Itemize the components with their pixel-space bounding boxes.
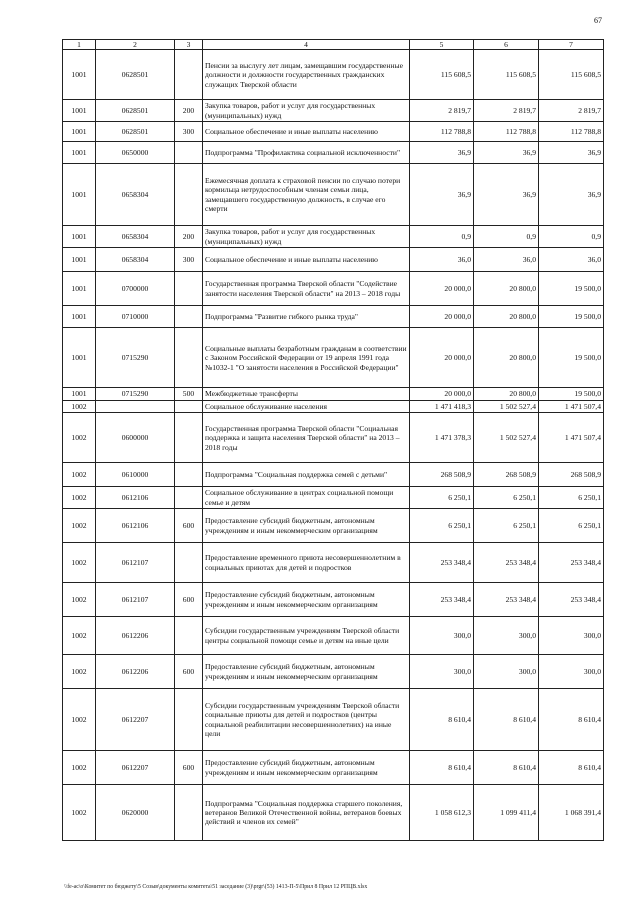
- expense-type-code-cell: [175, 543, 203, 583]
- section-code-cell: 1001: [63, 164, 96, 226]
- table-row: [63, 248, 604, 272]
- item-name-cell: Закупка товаров, работ и услуг для государственных (муниципальных) нужд: [203, 226, 410, 248]
- item-name-cell: Предоставление субсидий бюджетным, автономным учреждениям и иным некоммерческим организациям: [203, 509, 410, 543]
- amount-year-1-cell: 2 819,7: [410, 100, 474, 122]
- table-row: [63, 543, 604, 583]
- item-name-cell: Подпрограмма "Профилактика социальной исключенности": [203, 142, 410, 164]
- target-article-code-cell: 0658304: [96, 164, 175, 226]
- amount-year-2-cell: 115 608,5: [474, 50, 539, 100]
- expense-type-code-cell: 600: [175, 509, 203, 543]
- expense-type-code-cell: [175, 142, 203, 164]
- target-article-code-cell: 0650000: [96, 142, 175, 164]
- target-article-code-cell: 0612206: [96, 655, 175, 689]
- table-row: [63, 164, 604, 226]
- target-article-code-cell: 0612206: [96, 617, 175, 655]
- table-row: [63, 751, 604, 785]
- table-row: [63, 50, 604, 100]
- expense-type-code-cell: [175, 689, 203, 751]
- amount-year-2-cell: 8 610,4: [474, 689, 539, 751]
- table-row: [63, 509, 604, 543]
- amount-year-1-cell: 36,9: [410, 142, 474, 164]
- expense-type-code-cell: 600: [175, 751, 203, 785]
- amount-year-3-cell: 300,0: [539, 655, 604, 689]
- section-code-cell: 1002: [63, 509, 96, 543]
- amount-year-1-cell: 20 000,0: [410, 272, 474, 306]
- item-name-cell: Подпрограмма "Социальная поддержка старшего поколения, ветеранов Великой Отечественной войны, ветеранов боевых действий и членов их семей": [203, 785, 410, 841]
- section-code-cell: 1001: [63, 50, 96, 100]
- target-article-code-cell: 0612106: [96, 509, 175, 543]
- target-article-code-cell: 0612107: [96, 583, 175, 617]
- amount-year-1-cell: 253 348,4: [410, 583, 474, 617]
- target-article-code-cell: 0658304: [96, 226, 175, 248]
- amount-year-2-cell: 253 348,4: [474, 583, 539, 617]
- amount-year-3-cell: 115 608,5: [539, 50, 604, 100]
- amount-year-3-cell: 1 068 391,4: [539, 785, 604, 841]
- col-header-7: 7: [539, 40, 604, 50]
- col-header-4: 4: [203, 40, 410, 50]
- amount-year-2-cell: 1 099 411,4: [474, 785, 539, 841]
- amount-year-3-cell: 268 508,9: [539, 463, 604, 487]
- amount-year-1-cell: 8 610,4: [410, 689, 474, 751]
- amount-year-3-cell: 19 500,0: [539, 328, 604, 388]
- item-name-cell: Пенсии за выслугу лет лицам, замещавшим государственные должности и должности государственных гражданских служащих Тверской области: [203, 50, 410, 100]
- header-row: [63, 40, 604, 50]
- amount-year-2-cell: 112 788,8: [474, 122, 539, 142]
- target-article-code-cell: 0610000: [96, 463, 175, 487]
- expense-type-code-cell: [175, 413, 203, 463]
- amount-year-2-cell: 20 800,0: [474, 328, 539, 388]
- amount-year-1-cell: 6 250,1: [410, 487, 474, 509]
- section-code-cell: 1001: [63, 122, 96, 142]
- section-code-cell: 1001: [63, 226, 96, 248]
- item-name-cell: Субсидии государственным учреждениям Тверской области социальные приюты для детей и подростков (центры социальной реабилитации несовершеннолетних) на иные цели: [203, 689, 410, 751]
- item-name-cell: Социальное обслуживание населения: [203, 400, 410, 412]
- amount-year-2-cell: 36,9: [474, 164, 539, 226]
- amount-year-3-cell: 300,0: [539, 617, 604, 655]
- expense-type-code-cell: [175, 785, 203, 841]
- amount-year-3-cell: 8 610,4: [539, 751, 604, 785]
- item-name-cell: Подпрограмма "Социальная поддержка семей с детьми": [203, 463, 410, 487]
- amount-year-1-cell: 1 471 378,3: [410, 413, 474, 463]
- item-name-cell: Ежемесячная доплата к страховой пенсии по случаю потери кормильца нетрудоспособным членам семьи лица, замещавшего государственную должность, в случае его смерти: [203, 164, 410, 226]
- item-name-cell: Социальные выплаты безработным гражданам в соответствии с Законом Российской Федерации от 19 апреля 1991 года №1032-1 "О занятости населения в Российской Федерации": [203, 328, 410, 388]
- amount-year-1-cell: 20 000,0: [410, 328, 474, 388]
- col-header-2: 2: [96, 40, 175, 50]
- table-row: [63, 413, 604, 463]
- table-row: [63, 100, 604, 122]
- amount-year-2-cell: 300,0: [474, 617, 539, 655]
- target-article-code-cell: 0612107: [96, 543, 175, 583]
- item-name-cell: Социальное обеспечение и иные выплаты населению: [203, 122, 410, 142]
- table-row: [63, 400, 604, 412]
- item-name-cell: Межбюджетные трансферты: [203, 388, 410, 400]
- item-name-cell: Социальное обеспечение и иные выплаты населению: [203, 248, 410, 272]
- section-code-cell: 1002: [63, 655, 96, 689]
- table-row: [63, 617, 604, 655]
- expense-type-code-cell: [175, 164, 203, 226]
- amount-year-2-cell: 268 508,9: [474, 463, 539, 487]
- col-header-1: 1: [63, 40, 96, 50]
- expense-type-code-cell: [175, 272, 203, 306]
- amount-year-2-cell: 20 800,0: [474, 306, 539, 328]
- section-code-cell: 1002: [63, 463, 96, 487]
- item-name-cell: Государственная программа Тверской области "Социальная поддержка и защита населения Тверской области" на 2013 – 2018 годы: [203, 413, 410, 463]
- amount-year-2-cell: 253 348,4: [474, 543, 539, 583]
- amount-year-3-cell: 1 471 507,4: [539, 413, 604, 463]
- section-code-cell: 1002: [63, 543, 96, 583]
- amount-year-1-cell: 6 250,1: [410, 509, 474, 543]
- table-row: [63, 388, 604, 400]
- target-article-code-cell: 0710000: [96, 306, 175, 328]
- section-code-cell: 1001: [63, 388, 96, 400]
- table-row: [63, 226, 604, 248]
- table-row: [63, 328, 604, 388]
- amount-year-3-cell: 112 788,8: [539, 122, 604, 142]
- amount-year-3-cell: 253 348,4: [539, 583, 604, 617]
- amount-year-1-cell: 115 608,5: [410, 50, 474, 100]
- amount-year-2-cell: 300,0: [474, 655, 539, 689]
- section-code-cell: 1001: [63, 248, 96, 272]
- amount-year-3-cell: 6 250,1: [539, 487, 604, 509]
- amount-year-3-cell: 6 250,1: [539, 509, 604, 543]
- amount-year-1-cell: 0,9: [410, 226, 474, 248]
- amount-year-3-cell: 19 500,0: [539, 272, 604, 306]
- amount-year-1-cell: 1 471 418,3: [410, 400, 474, 412]
- item-name-cell: Социальное обслуживание в центрах социальной помощи семье и детям: [203, 487, 410, 509]
- amount-year-2-cell: 20 800,0: [474, 388, 539, 400]
- target-article-code-cell: 0715290: [96, 388, 175, 400]
- target-article-code-cell: 0612207: [96, 689, 175, 751]
- amount-year-3-cell: 2 819,7: [539, 100, 604, 122]
- amount-year-1-cell: 20 000,0: [410, 306, 474, 328]
- amount-year-2-cell: 36,9: [474, 142, 539, 164]
- section-code-cell: 1002: [63, 617, 96, 655]
- table-row: [63, 463, 604, 487]
- target-article-code-cell: 0700000: [96, 272, 175, 306]
- expense-type-code-cell: 200: [175, 100, 203, 122]
- amount-year-1-cell: 1 058 612,3: [410, 785, 474, 841]
- target-article-code-cell: 0620000: [96, 785, 175, 841]
- section-code-cell: 1001: [63, 272, 96, 306]
- table-row: [63, 142, 604, 164]
- col-header-5: 5: [410, 40, 474, 50]
- expense-type-code-cell: 300: [175, 122, 203, 142]
- file-path-footer: \\fe-ac\o\Комитет по бюджету\5 Созыв\документы комитета\51 заседание (3)\prgr\(53) 1413-П-5\Прил 8 Прил 12 РПЦВ.xlsx: [64, 884, 368, 890]
- section-code-cell: 1002: [63, 583, 96, 617]
- expense-type-code-cell: [175, 463, 203, 487]
- table-row: [63, 689, 604, 751]
- amount-year-1-cell: 253 348,4: [410, 543, 474, 583]
- amount-year-2-cell: 36,0: [474, 248, 539, 272]
- item-name-cell: Предоставление субсидий бюджетным, автономным учреждениям и иным некоммерческим организациям: [203, 751, 410, 785]
- amount-year-3-cell: 253 348,4: [539, 543, 604, 583]
- section-code-cell: 1001: [63, 100, 96, 122]
- section-code-cell: 1001: [63, 328, 96, 388]
- amount-year-1-cell: 36,9: [410, 164, 474, 226]
- col-header-6: 6: [474, 40, 539, 50]
- expense-type-code-cell: 200: [175, 226, 203, 248]
- amount-year-1-cell: 112 788,8: [410, 122, 474, 142]
- amount-year-2-cell: 6 250,1: [474, 509, 539, 543]
- table-row: [63, 655, 604, 689]
- section-code-cell: 1002: [63, 413, 96, 463]
- expense-type-code-cell: [175, 328, 203, 388]
- item-name-cell: Закупка товаров, работ и услуг для государственных (муниципальных) нужд: [203, 100, 410, 122]
- target-article-code-cell: 0658304: [96, 248, 175, 272]
- expense-type-code-cell: 500: [175, 388, 203, 400]
- amount-year-3-cell: 0,9: [539, 226, 604, 248]
- item-name-cell: Субсидии государственным учреждениям Тверской области центры социальной помощи семье и детям на иные цели: [203, 617, 410, 655]
- expense-type-code-cell: 600: [175, 583, 203, 617]
- section-code-cell: 1002: [63, 751, 96, 785]
- target-article-code-cell: 0628501: [96, 122, 175, 142]
- amount-year-3-cell: 36,9: [539, 142, 604, 164]
- expense-type-code-cell: [175, 306, 203, 328]
- amount-year-1-cell: 268 508,9: [410, 463, 474, 487]
- amount-year-3-cell: 36,0: [539, 248, 604, 272]
- expense-type-code-cell: [175, 617, 203, 655]
- amount-year-1-cell: 300,0: [410, 617, 474, 655]
- amount-year-2-cell: 8 610,4: [474, 751, 539, 785]
- section-code-cell: 1002: [63, 689, 96, 751]
- amount-year-2-cell: 1 502 527,4: [474, 400, 539, 412]
- target-article-code-cell: 0715290: [96, 328, 175, 388]
- expense-type-code-cell: 600: [175, 655, 203, 689]
- section-code-cell: 1001: [63, 306, 96, 328]
- target-article-code-cell: [96, 400, 175, 412]
- item-name-cell: Подпрограмма "Развитие гибкого рынка труда": [203, 306, 410, 328]
- amount-year-2-cell: 1 502 527,4: [474, 413, 539, 463]
- amount-year-3-cell: 1 471 507,4: [539, 400, 604, 412]
- amount-year-3-cell: 19 500,0: [539, 306, 604, 328]
- amount-year-3-cell: 8 610,4: [539, 689, 604, 751]
- amount-year-3-cell: 19 500,0: [539, 388, 604, 400]
- amount-year-1-cell: 300,0: [410, 655, 474, 689]
- expense-type-code-cell: [175, 50, 203, 100]
- amount-year-2-cell: 2 819,7: [474, 100, 539, 122]
- table-row: [63, 306, 604, 328]
- target-article-code-cell: 0628501: [96, 50, 175, 100]
- budget-table: [62, 39, 604, 841]
- expense-type-code-cell: 300: [175, 248, 203, 272]
- target-article-code-cell: 0612106: [96, 487, 175, 509]
- amount-year-1-cell: 8 610,4: [410, 751, 474, 785]
- item-name-cell: Предоставление субсидий бюджетным, автономным учреждениям и иным некоммерческим организациям: [203, 583, 410, 617]
- amount-year-3-cell: 36,9: [539, 164, 604, 226]
- amount-year-2-cell: 6 250,1: [474, 487, 539, 509]
- section-code-cell: 1002: [63, 400, 96, 412]
- page-number: 67: [594, 16, 602, 25]
- section-code-cell: 1001: [63, 142, 96, 164]
- table-row: [63, 487, 604, 509]
- expense-type-code-cell: [175, 400, 203, 412]
- table-row: [63, 272, 604, 306]
- item-name-cell: Предоставление субсидий бюджетным, автономным учреждениям и иным некоммерческим организациям: [203, 655, 410, 689]
- amount-year-2-cell: 20 800,0: [474, 272, 539, 306]
- amount-year-1-cell: 36,0: [410, 248, 474, 272]
- col-header-3: 3: [175, 40, 203, 50]
- item-name-cell: Предоставление временного приюта несовершеннолетним в социальных приютах для детей и подростков: [203, 543, 410, 583]
- target-article-code-cell: 0612207: [96, 751, 175, 785]
- expense-type-code-cell: [175, 487, 203, 509]
- target-article-code-cell: 0600000: [96, 413, 175, 463]
- table-row: [63, 583, 604, 617]
- section-code-cell: 1002: [63, 487, 96, 509]
- section-code-cell: 1002: [63, 785, 96, 841]
- amount-year-1-cell: 20 000,0: [410, 388, 474, 400]
- target-article-code-cell: 0628501: [96, 100, 175, 122]
- amount-year-2-cell: 0,9: [474, 226, 539, 248]
- table-row: [63, 785, 604, 841]
- table-row: [63, 122, 604, 142]
- item-name-cell: Государственная программа Тверской области "Содействие занятости населения Тверской области" на 2013 – 2018 годы: [203, 272, 410, 306]
